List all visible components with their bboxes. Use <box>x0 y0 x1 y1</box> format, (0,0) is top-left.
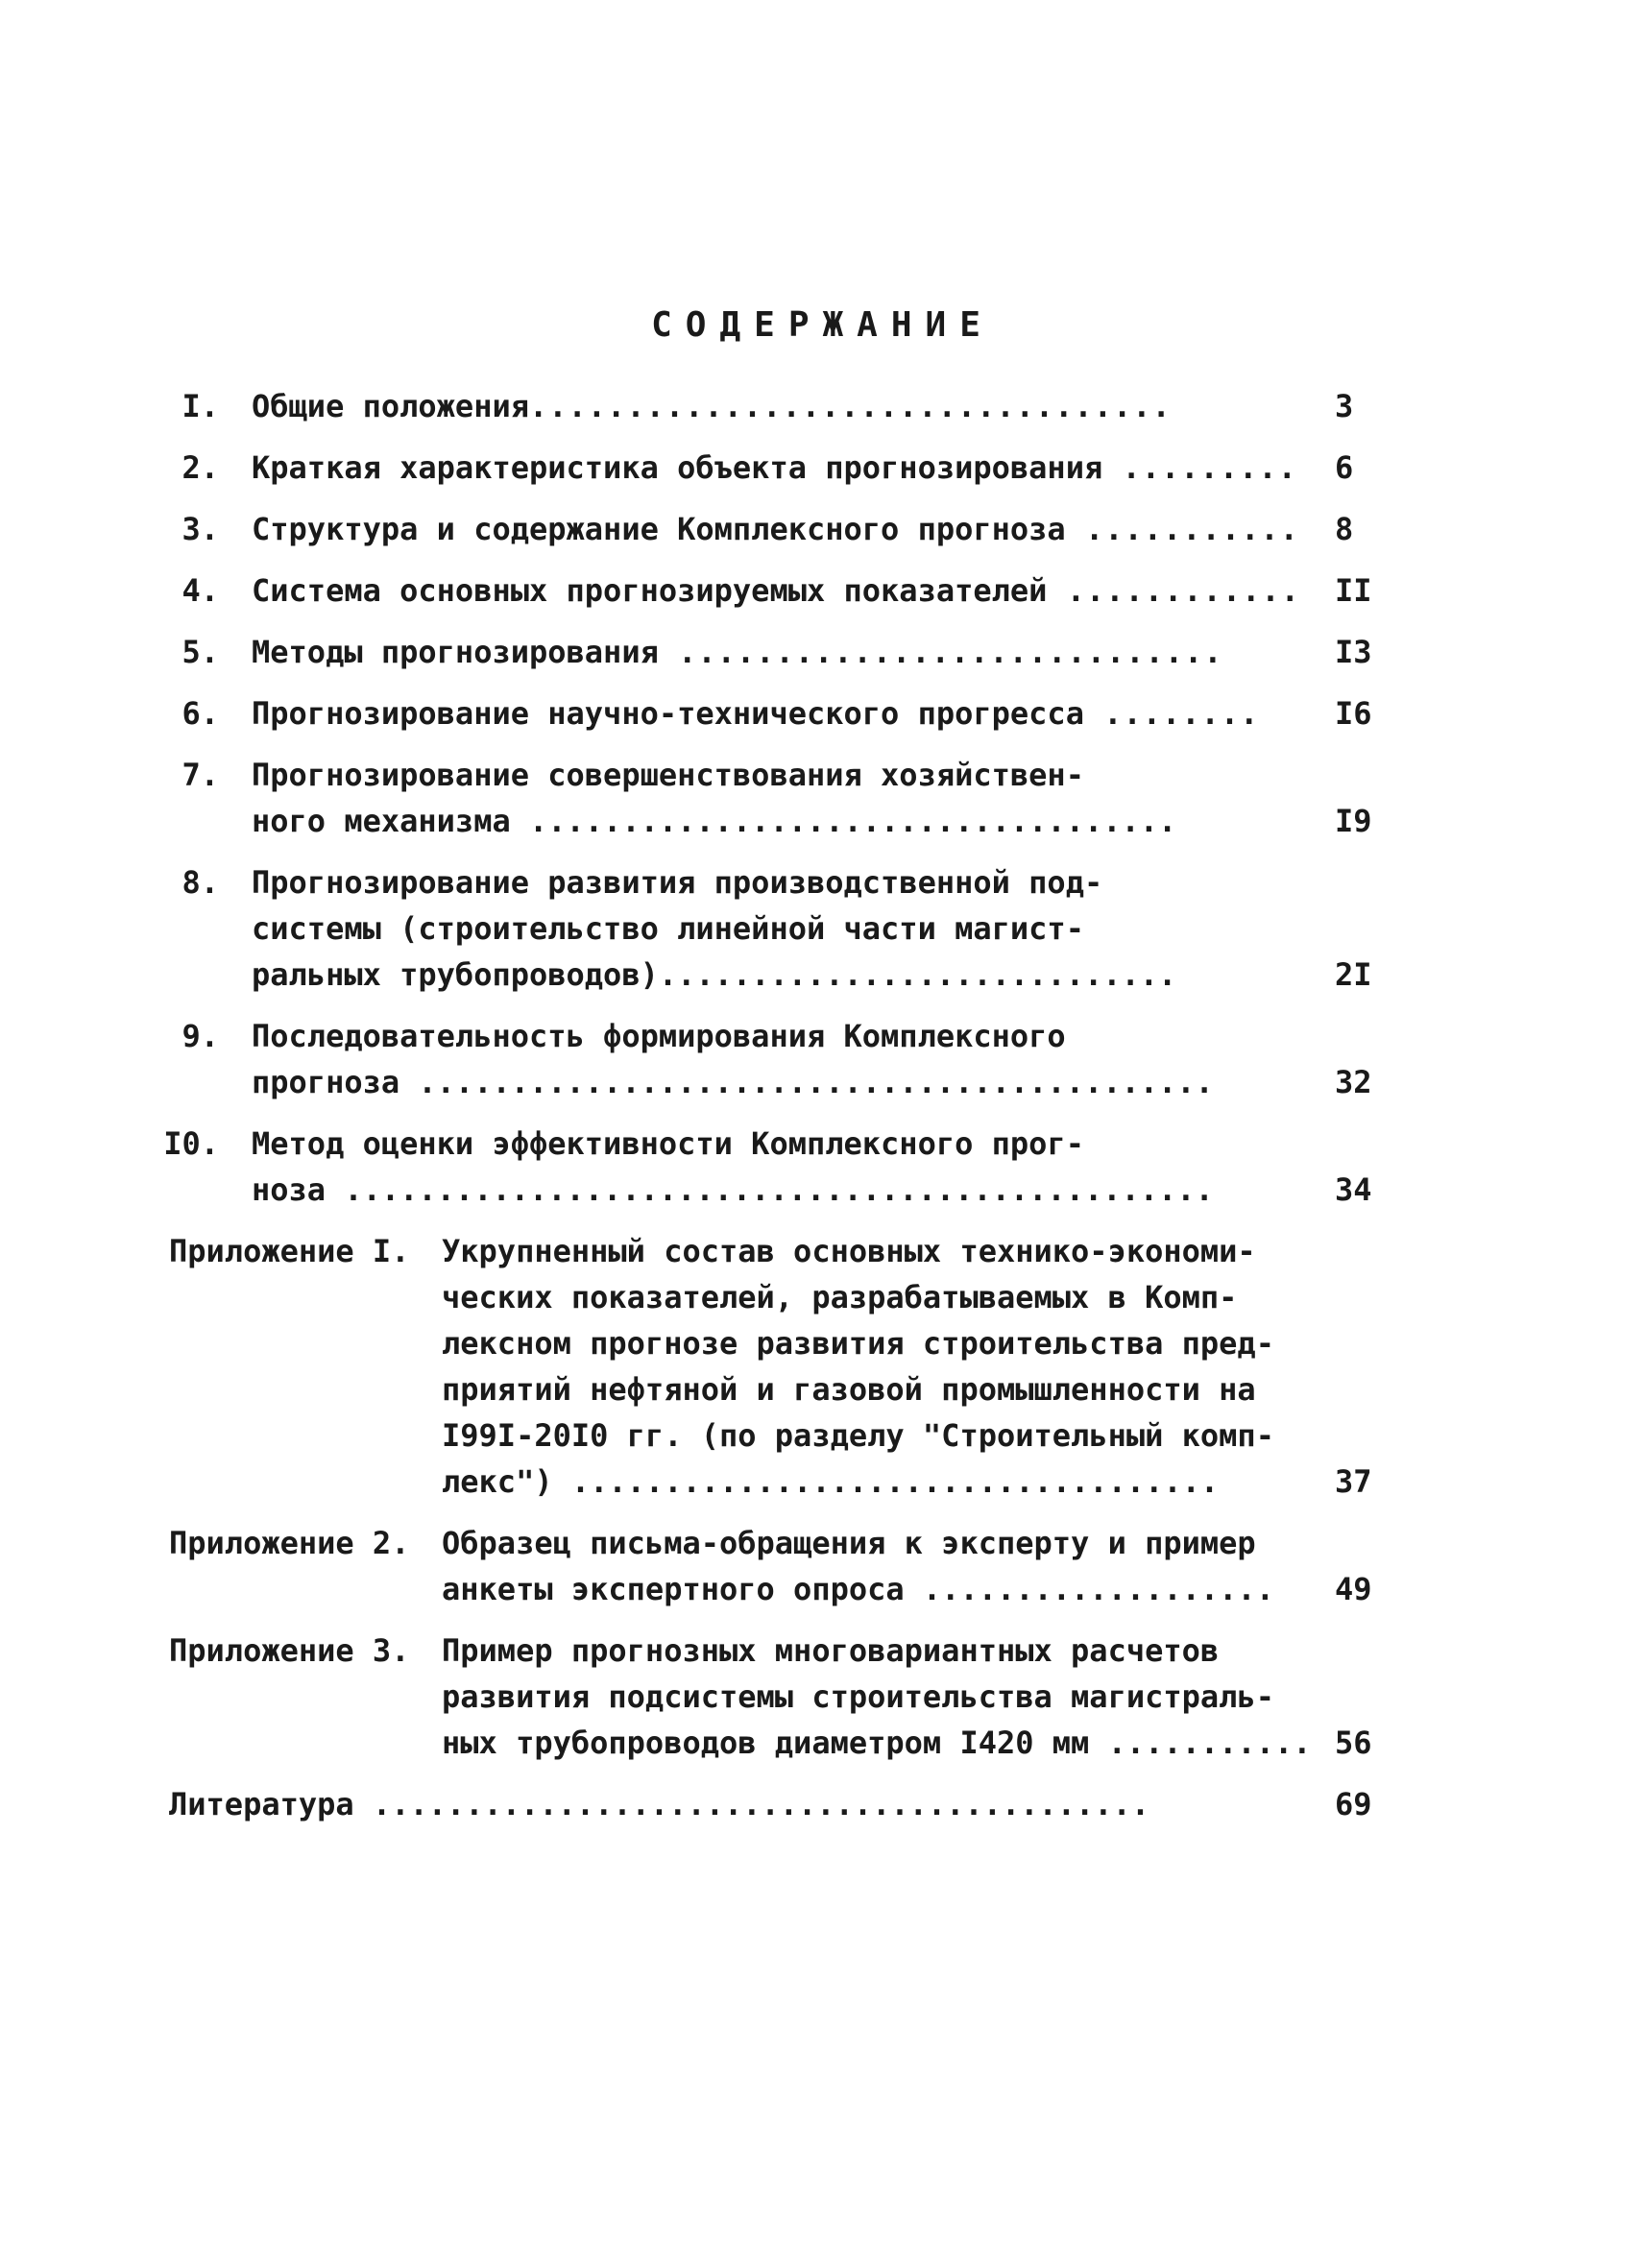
appendix-title-cont: приятий нефтяной и газовой промышленности на <box>442 1371 1256 1408</box>
entry-title-cont: ноза ............................................... <box>252 1171 1214 1208</box>
entry-title <box>252 691 1259 736</box>
entry-number: 4. <box>181 572 219 609</box>
entry-title <box>252 568 1300 613</box>
appendix-title-cont: I99I-20I0 гг. (по разделу "Строительный комп- <box>442 1417 1274 1454</box>
entry-leader: ......... <box>1102 449 1297 486</box>
entry-text: Методы прогнозирования <box>252 634 659 670</box>
entry-text: Общие положения <box>252 388 529 424</box>
entry-page: I9 <box>1335 803 1372 839</box>
entry-title <box>252 630 1223 674</box>
entry-number: 6. <box>181 695 219 732</box>
entry-number: I0. <box>163 1125 219 1162</box>
appendix-page: 37 <box>1335 1463 1372 1500</box>
entry-leader: ................................. <box>528 388 1172 424</box>
entry-title <box>252 507 1299 551</box>
entry-number: 5. <box>181 634 219 670</box>
appendix-title-cont: лексном прогнозе развития строительства пред- <box>442 1325 1274 1362</box>
entry-title: Метод оценки эффективности Комплексного прог- <box>252 1125 1084 1162</box>
entry-title-cont: системы (строительство линейной части магист- <box>252 910 1084 947</box>
appendix-title-cont: лекс") ................................... <box>442 1463 1220 1500</box>
appendix-title-cont: анкеты экспертного опроса ................... <box>442 1571 1274 1607</box>
entry-text: Структура и содержание Комплексного прогноза <box>252 511 1066 547</box>
entry-text: Краткая характеристика объекта прогнозирования <box>252 449 1103 486</box>
entry-number: 8. <box>181 864 219 901</box>
entry-text: Прогнозирование научно-технического прогресса <box>252 695 1084 732</box>
appendix-title: Пример прогнозных многовариантных расчетов <box>442 1632 1220 1669</box>
literature-page: 69 <box>1335 1786 1372 1822</box>
entry-page: 8 <box>1335 511 1354 547</box>
appendix-title-cont: ческих показателей, разрабатываемых в Комп- <box>442 1279 1238 1315</box>
entry-page: II <box>1335 572 1372 609</box>
entry-number: 7. <box>181 757 219 793</box>
entry-page: 2I <box>1335 956 1372 993</box>
entry-title-cont: ральных трубопроводов)............................ <box>252 956 1177 993</box>
appendix-label: Приложение I. <box>169 1233 410 1269</box>
appendix-page: 56 <box>1335 1725 1372 1761</box>
page-title: СОДЕРЖАНИЕ <box>651 305 994 345</box>
entry-number: I. <box>181 388 219 424</box>
entry-title: Последовательность формирования Комплексного <box>252 1018 1066 1054</box>
appendix-title-cont: ных трубопроводов диаметром I420 мм ........... <box>442 1725 1312 1761</box>
appendix-page: 49 <box>1335 1571 1372 1607</box>
entry-page: 3 <box>1335 388 1354 424</box>
entry-page: 32 <box>1335 1064 1372 1100</box>
entry-title <box>252 384 1172 428</box>
entry-page: I6 <box>1335 695 1372 732</box>
entry-title: Прогнозирование развития производственной под- <box>252 864 1103 901</box>
literature-label: Литература .......................................... <box>169 1786 1150 1822</box>
entry-leader: ........ <box>1083 695 1260 732</box>
entry-title-cont: ного механизма ................................... <box>252 803 1177 839</box>
entry-text: Система основных прогнозируемых показателей <box>252 572 1048 609</box>
entry-leader: ........... <box>1065 511 1299 547</box>
entry-page: 6 <box>1335 449 1354 486</box>
entry-number: 2. <box>181 449 219 486</box>
entry-title-cont: прогноза ........................................... <box>252 1064 1214 1100</box>
appendix-label: Приложение 3. <box>169 1632 410 1669</box>
entry-title: Прогнозирование совершенствования хозяйствен- <box>252 757 1084 793</box>
appendix-title-cont: развития подсистемы строительства магистраль- <box>442 1678 1274 1715</box>
entry-number: 9. <box>181 1018 219 1054</box>
entry-number: 3. <box>181 511 219 547</box>
appendix-title: Образец письма-обращения к эксперту и пример <box>442 1525 1256 1561</box>
entry-leader: ............................ <box>658 634 1223 670</box>
entry-title <box>252 446 1297 490</box>
appendix-title: Укрупненный состав основных технико-экономи- <box>442 1233 1256 1269</box>
appendix-label: Приложение 2. <box>169 1525 410 1561</box>
entry-page: 34 <box>1335 1171 1372 1208</box>
entry-page: I3 <box>1335 634 1372 670</box>
entry-leader: ............ <box>1047 572 1300 609</box>
